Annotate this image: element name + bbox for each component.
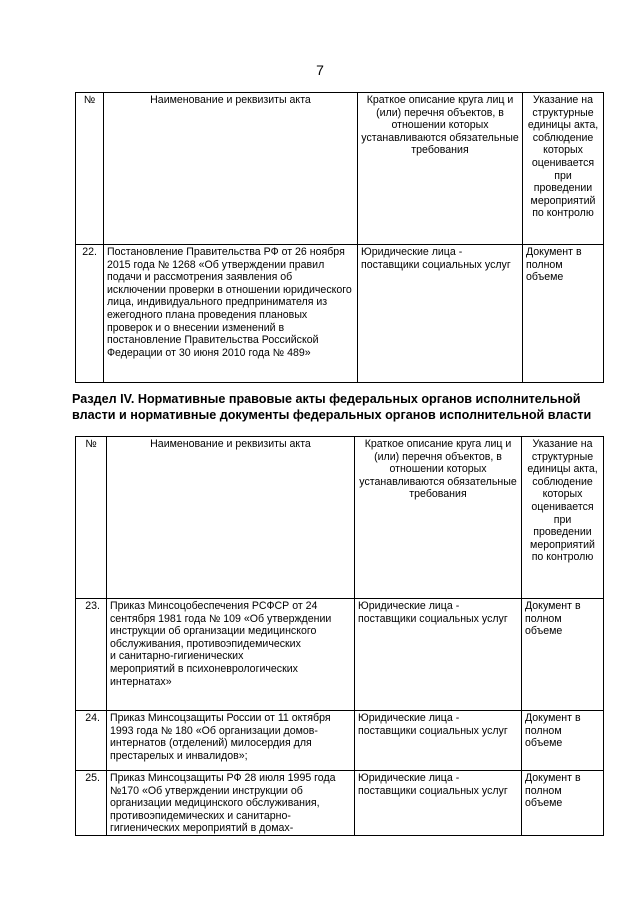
header-num: №	[76, 93, 104, 245]
acts-table-1	[75, 92, 604, 383]
header-unit: Указание на структурные единицы акта, соблюдение которых оценивается при проведении мероприятий по контролю	[522, 437, 604, 599]
page-number: 7	[316, 62, 324, 78]
row-unit: Документ в полном объеме	[522, 711, 604, 771]
row-name: Постановление Правительства РФ от 26 ноября 2015 года № 1268 «Об утверждении правил подачи и рассмотрения заявления об исключении проверки в отношении юридического лица, индивидуального предпринимателя из ежегодного плана проведения плановых проверок и о внесении изменений в постановление Правительства Российской Федерации от 30 июня 2010 года № 489»	[104, 245, 358, 383]
row-num: 24.	[76, 711, 107, 771]
table-row	[76, 771, 604, 836]
row-description: Юридические лица - поставщики социальных услуг	[358, 245, 523, 383]
table-row	[76, 245, 604, 383]
header-name: Наименование и реквизиты акта	[104, 93, 358, 245]
header-name: Наименование и реквизиты акта	[107, 437, 355, 599]
row-description: Юридические лица - поставщики социальных услуг	[355, 711, 522, 771]
row-unit: Документ в полном объеме	[522, 771, 604, 836]
section-title-line2: власти и нормативные документы федеральных органов исполнительной власти	[72, 408, 592, 422]
header-num: №	[76, 437, 107, 599]
header-description: Краткое описание круга лиц и (или) перечня объектов, в отношении которых устанавливаются обязательные требования	[358, 93, 523, 245]
section-title	[72, 391, 610, 423]
row-unit: Документ в полном объеме	[522, 599, 604, 711]
table-header-row	[76, 93, 604, 245]
row-num: 23.	[76, 599, 107, 711]
row-description: Юридические лица - поставщики социальных услуг	[355, 599, 522, 711]
table-row	[76, 711, 604, 771]
row-description: Юридические лица - поставщики социальных услуг	[355, 771, 522, 836]
row-num: 22.	[76, 245, 104, 383]
row-unit: Документ в полном объеме	[523, 245, 604, 383]
row-name: Приказ Минсоцобеспечения РСФСР от 24 сентября 1981 года № 109 «Об утверждении инструкции об организации медицинского обслуживания, противоэпидемических и санитарно-гигиенических мероприятий в психоневрологических интернатах»	[107, 599, 355, 711]
section-title-line1: Раздел IV. Нормативные правовые акты федеральных органов исполнительной	[72, 392, 581, 406]
row-name: Приказ Минсоцзащиты России от 11 октября 1993 года № 180 «Об организации домов-интернатов (отделений) милосердия для престарелых и инвалидов»;	[107, 711, 355, 771]
acts-table-2	[75, 436, 604, 836]
header-description: Краткое описание круга лиц и (или) перечня объектов, в отношении которых устанавливаются обязательные требования	[355, 437, 522, 599]
row-num: 25.	[76, 771, 107, 836]
header-unit: Указание на структурные единицы акта, соблюдение которых оценивается при проведении мероприятий по контролю	[523, 93, 604, 245]
row-name: Приказ Минсоцзащиты РФ 28 июля 1995 года №170 «Об утверждении инструкции об организации медицинского обслуживания, противоэпидемических и санитарно-гигиенических мероприятий в домах-	[107, 771, 355, 836]
table-header-row	[76, 437, 604, 599]
table-row	[76, 599, 604, 711]
